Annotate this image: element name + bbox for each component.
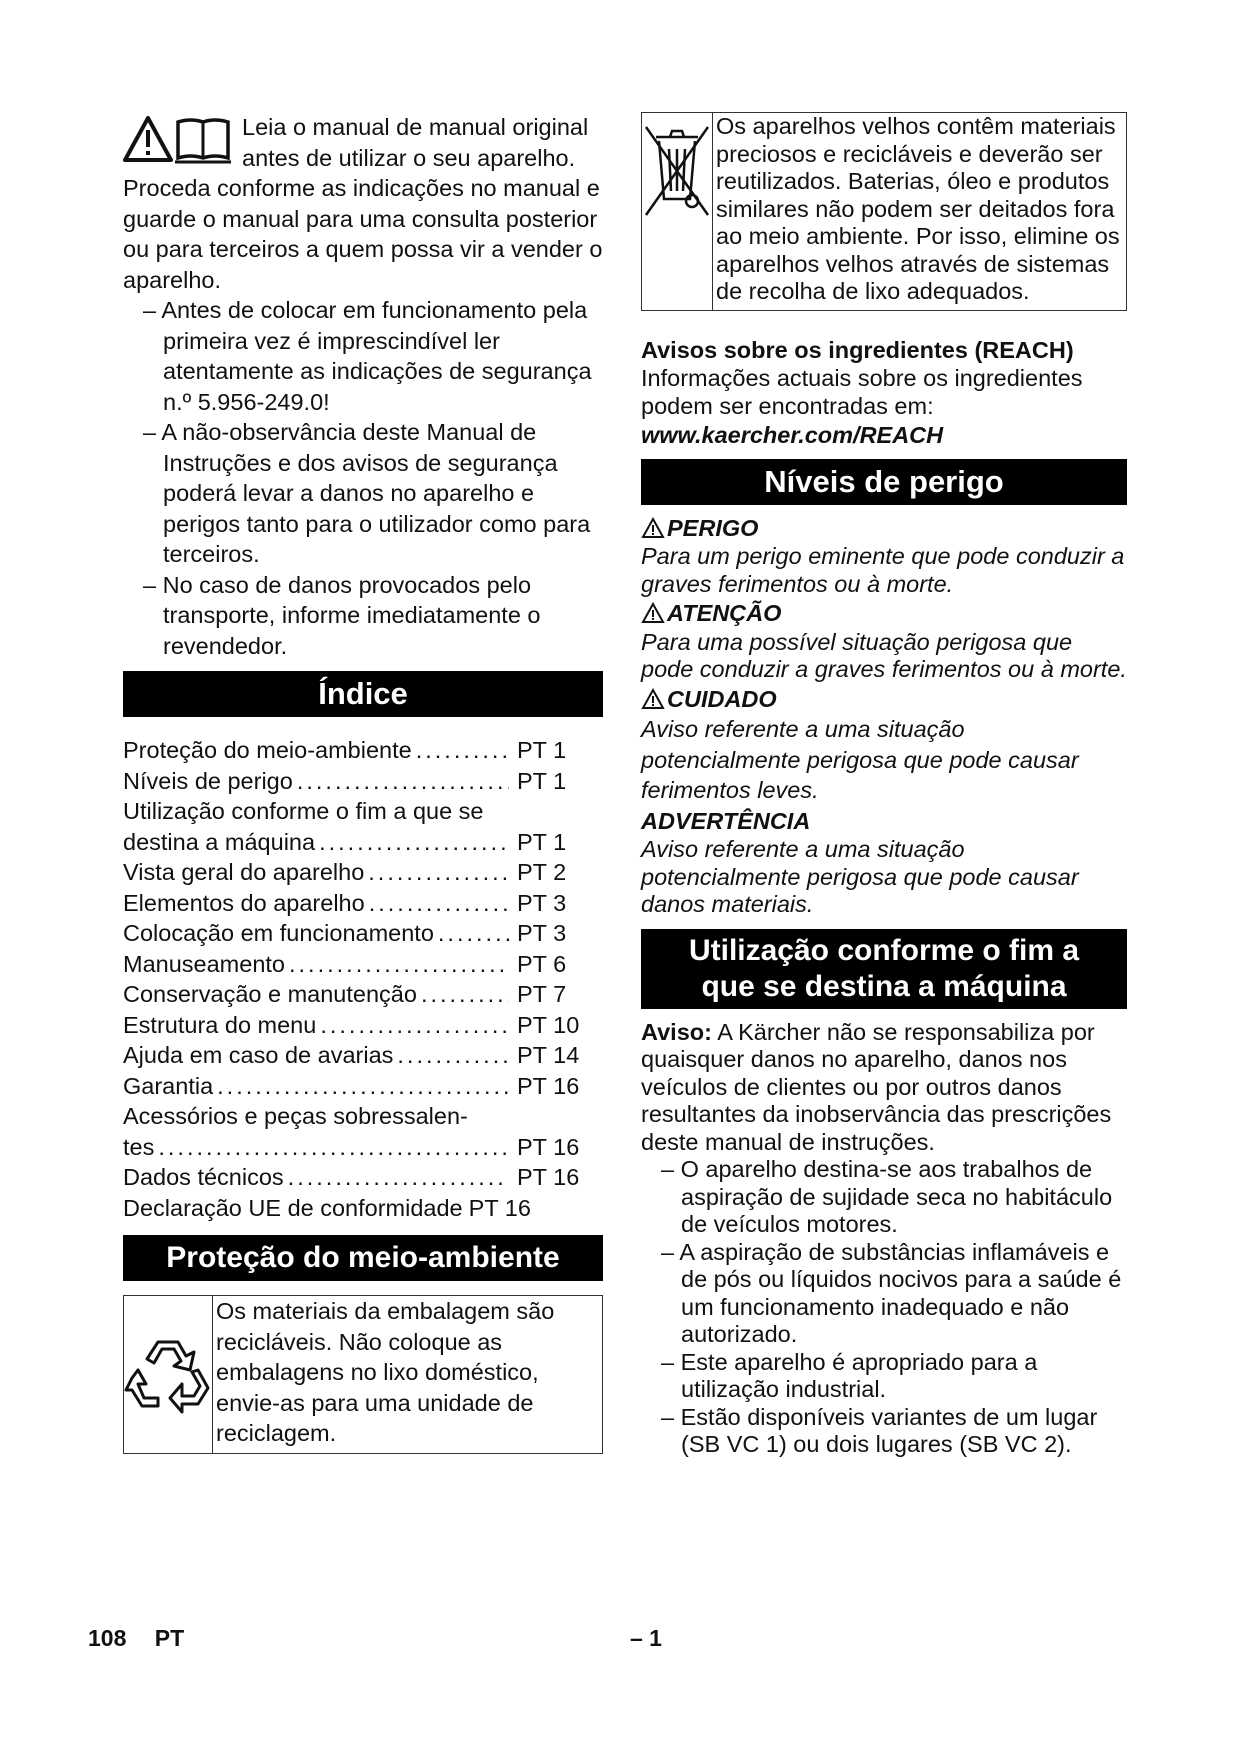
intended-use-notice <box>641 1019 1127 1157</box>
toc-entry[interactable]: Acessórios e peças sobressalen- tes ..... PT 16 <box>123 1101 603 1162</box>
danger-level-text: Aviso referente a uma situação potencialmente perigosa que pode causar danos materiais. <box>641 836 1079 917</box>
disposal-text: Os aparelhos velhos contêm materiais preciosos e recicláveis e deverão ser reutilizados. Baterias, óleo e produtos similares não podem ser deitados fora ao meio ambiente. Por isso, elimine os aparelhos velhos através de sistemas de recolha de lixo adequados. <box>716 113 1120 304</box>
danger-level-text: Aviso referente a uma situação potencialmente perigosa que pode causar ferimentos leves. <box>641 716 1079 803</box>
toc-entry[interactable]: Níveis de perigo ..... PT 1 <box>123 766 603 797</box>
intro-bullet: – A não-observância deste Manual de Instruções e dos avisos de segurança poderá levar a danos no aparelho e perigos tanto para o utilizador como para terceiros. <box>123 417 603 570</box>
table-of-contents <box>123 735 603 1223</box>
disposal-notice <box>641 112 1127 311</box>
toc-entry[interactable]: Ajuda em caso de avarias ..... PT 14 <box>123 1040 603 1071</box>
intended-use-bullet: – O aparelho destina-se aos trabalhos de aspiração de sujidade seca no habitáculo de veículos motores. <box>641 1156 1127 1239</box>
intro-text: Leia o manual de manual original antes de utilizar o seu aparelho. Proceda conforme as indicações no manual e guarde o manual para uma consulta posterior ou para terceiros a quem possa vir a vender o aparelho. <box>123 114 603 293</box>
environment-title: Proteção do meio-ambiente <box>123 1235 603 1281</box>
danger-level-cuidado <box>641 684 1127 806</box>
notice-label: Aviso: <box>641 1018 712 1045</box>
toc-entry[interactable]: Vista geral do aparelho ..... PT 2 <box>123 857 603 888</box>
danger-level-name: ADVERTÊNCIA <box>641 807 811 834</box>
notice-text: A Kärcher não se responsabiliza por quaisquer danos no aparelho, danos nos veículos de clientes ou por outros danos resultantes da inobservância das prescrições deste manual de instruções. <box>641 1018 1112 1155</box>
toc-entry[interactable]: Proteção do meio-ambiente ..... PT 1 <box>123 735 603 766</box>
warning-triangle-icon <box>641 688 665 710</box>
reach-heading: Avisos sobre os ingredientes (REACH) <box>641 336 1074 363</box>
index-title: Índice <box>123 671 603 717</box>
toc-entry[interactable]: Manuseamento ..... PT 6 <box>123 949 603 980</box>
toc-entry[interactable]: Dados técnicos ..... PT 16 <box>123 1162 603 1193</box>
danger-level-advertencia <box>641 806 1127 919</box>
toc-entry[interactable]: Declaração UE de conformidade PT 16 <box>123 1194 531 1221</box>
danger-level-atencao <box>641 598 1127 684</box>
toc-entry[interactable]: Garantia ..... PT 16 <box>123 1071 603 1102</box>
warning-triangle-icon <box>641 517 665 539</box>
reach-text: Informações actuais sobre os ingredientes podem ser encontradas em: <box>641 365 1083 419</box>
intro-bullet: – Antes de colocar em funcionamento pela primeira vez é imprescindível ler atentamente as indicações de segurança n.º 5.956-249.0! <box>123 295 603 417</box>
toc-entry[interactable]: Colocação em funcionamento ..... PT 3 <box>123 918 603 949</box>
toc-entry[interactable]: Estrutura do menu ..... PT 10 <box>123 1010 603 1041</box>
intended-use-bullet: – Estão disponíveis variantes de um lugar (SB VC 1) ou dois lugares (SB VC 2). <box>641 1404 1127 1459</box>
intro-bullet: – No caso de danos provocados pelo transporte, informe imediatamente o revendedor. <box>123 570 603 662</box>
recycle-icon <box>124 1296 213 1453</box>
language-code: PT <box>154 1625 185 1651</box>
warning-manual-icon <box>123 114 234 168</box>
intended-use-bullet: – Este aparelho é apropriado para a utilização industrial. <box>641 1349 1127 1404</box>
danger-level-name: ATENÇÃO <box>667 600 782 626</box>
danger-level-name: PERIGO <box>667 514 759 541</box>
intended-use-bullet: – A aspiração de substâncias inflamáveis e de pós ou líquidos nocivos para a saúde é um funcionamento inadequado e não autorizado. <box>641 1239 1127 1349</box>
intended-use-bullets <box>641 1156 1127 1459</box>
reach-link[interactable]: www.kaercher.com/REACH <box>641 422 944 448</box>
packaging-text: Os materiais da embalagem são recicláveis. Não coloque as embalagens no lixo doméstico, envie-as para uma unidade de reciclagem. <box>216 1298 555 1446</box>
danger-level-name: CUIDADO <box>667 685 777 712</box>
crossed-bin-icon <box>642 113 713 310</box>
danger-level-perigo <box>641 513 1127 599</box>
danger-levels-title: Níveis de perigo <box>641 459 1127 505</box>
left-column <box>123 112 603 1454</box>
toc-entry[interactable]: Elementos do aparelho ..... PT 3 <box>123 888 603 919</box>
toc-entry[interactable]: Conservação e manutenção ..... PT 7 <box>123 979 603 1010</box>
section-page: – 1 <box>630 1625 662 1651</box>
packaging-notice <box>123 1295 603 1454</box>
toc-entry[interactable]: Utilização conforme o fim a que se destina a máquina ..... PT 1 <box>123 796 603 857</box>
intro-section <box>123 112 603 295</box>
right-column <box>641 112 1127 1459</box>
intro-bullets <box>123 295 603 661</box>
warning-triangle-icon <box>641 602 665 624</box>
footer-page <box>88 1625 184 1652</box>
danger-level-text: Para uma possível situação perigosa que pode conduzir a graves ferimentos ou à morte. <box>641 628 1127 682</box>
danger-level-text: Para um perigo eminente que pode conduzir a graves ferimentos ou à morte. <box>641 543 1125 597</box>
page-number: 108 <box>88 1625 127 1651</box>
intended-use-title: Utilização conforme o fim a que se destina a máquina <box>641 929 1127 1009</box>
